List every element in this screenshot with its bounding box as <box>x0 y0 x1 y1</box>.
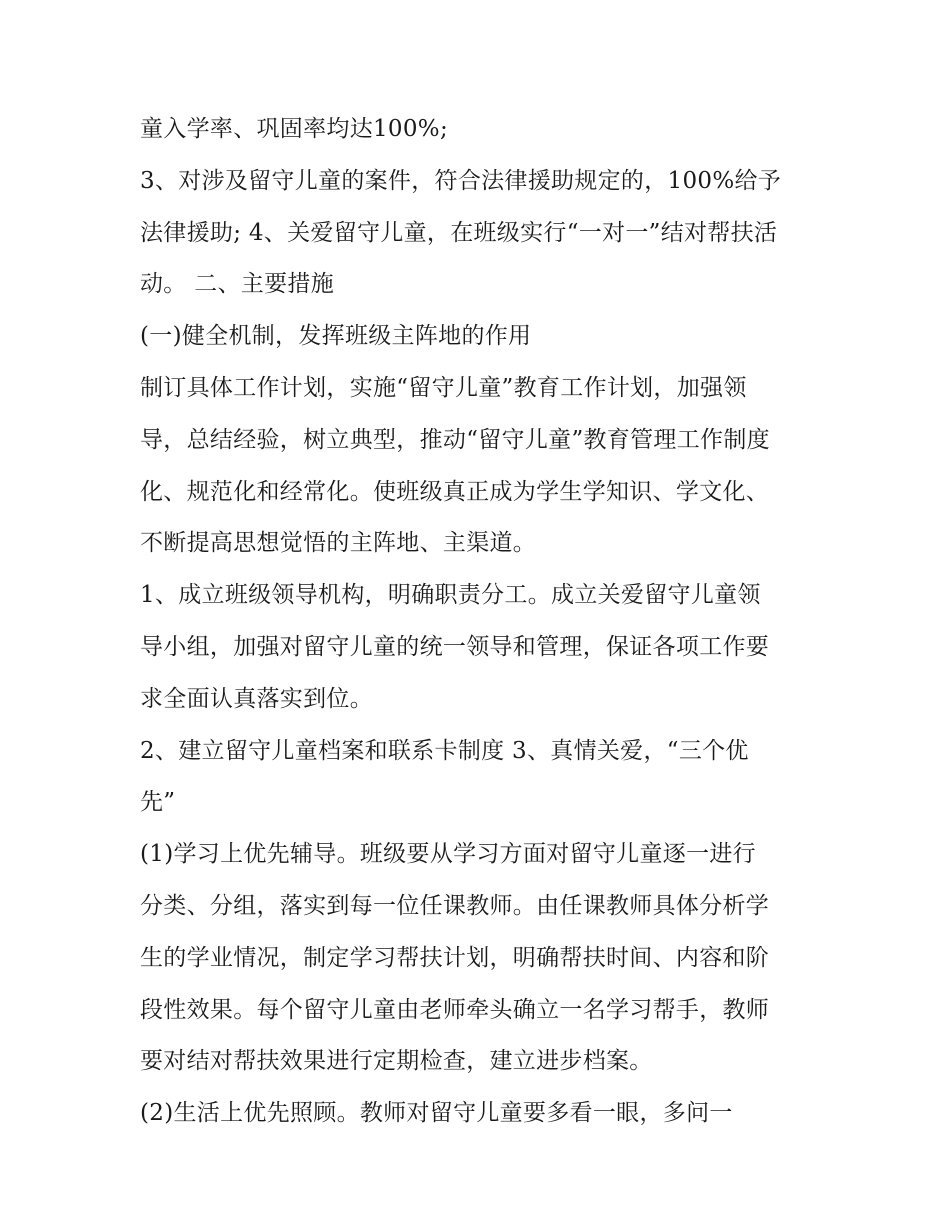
text-line: 导，总结经验，树立典型，推动“留守儿童”教育管理工作制度 <box>140 426 770 453</box>
text-line: 童入学率、巩固率均达100%; <box>140 116 449 142</box>
section-heading: (一)健全机制，发挥班级主阵地的作用 <box>140 323 532 350</box>
text-line: 不断提高思想觉悟的主阵地、主渠道。 <box>140 530 537 557</box>
text-line: 生的学业情况，制定学习帮扶计划，明确帮扶时间、内容和阶 <box>140 944 770 971</box>
text-line: 1、成立班级领导机构，明确职责分工。成立关爱留守儿童领 <box>140 582 761 609</box>
text-line: (1)学习上优先辅导。班级要从学习方面对留守儿童逐一进行 <box>140 841 756 868</box>
text-line: 2、建立留守儿童档案和联系卡制度 3、真情关爱，“三个优 <box>140 737 749 764</box>
text-line: 法律援助; 4、关爱留守儿童，在班级实行“一对一”结对帮扶活 <box>140 219 778 246</box>
text-line: 3、对涉及留守儿童的案件，符合法律援助规定的，100%给予 <box>140 167 782 194</box>
text-line: 求全面认真落实到位。 <box>140 685 373 712</box>
text-line: 段性效果。每个留守儿童由老师牵头确立一名学习帮手，教师 <box>140 996 770 1023</box>
text-line: 先” <box>140 789 176 816</box>
text-line: 化、规范化和经常化。使班级真正成为学生学知识、学文化、 <box>140 478 770 505</box>
text-line: (2)生活上优先照顾。教师对留守儿童要多看一眼，多问一 <box>140 1100 733 1127</box>
text-line: 动。 二、主要措施 <box>140 271 335 298</box>
text-line: 要对结对帮扶效果进行定期检查，建立进步档案。 <box>140 1048 653 1075</box>
text-line: 制订具体工作计划，实施“留守儿童”教育工作计划，加强领 <box>140 374 747 401</box>
document-body <box>140 104 820 1140</box>
text-line: 导小组，加强对留守儿童的统一领导和管理，保证各项工作要 <box>140 633 770 660</box>
text-line: 分类、分组，落实到每一位任课教师。由任课教师具体分析学 <box>140 892 770 919</box>
